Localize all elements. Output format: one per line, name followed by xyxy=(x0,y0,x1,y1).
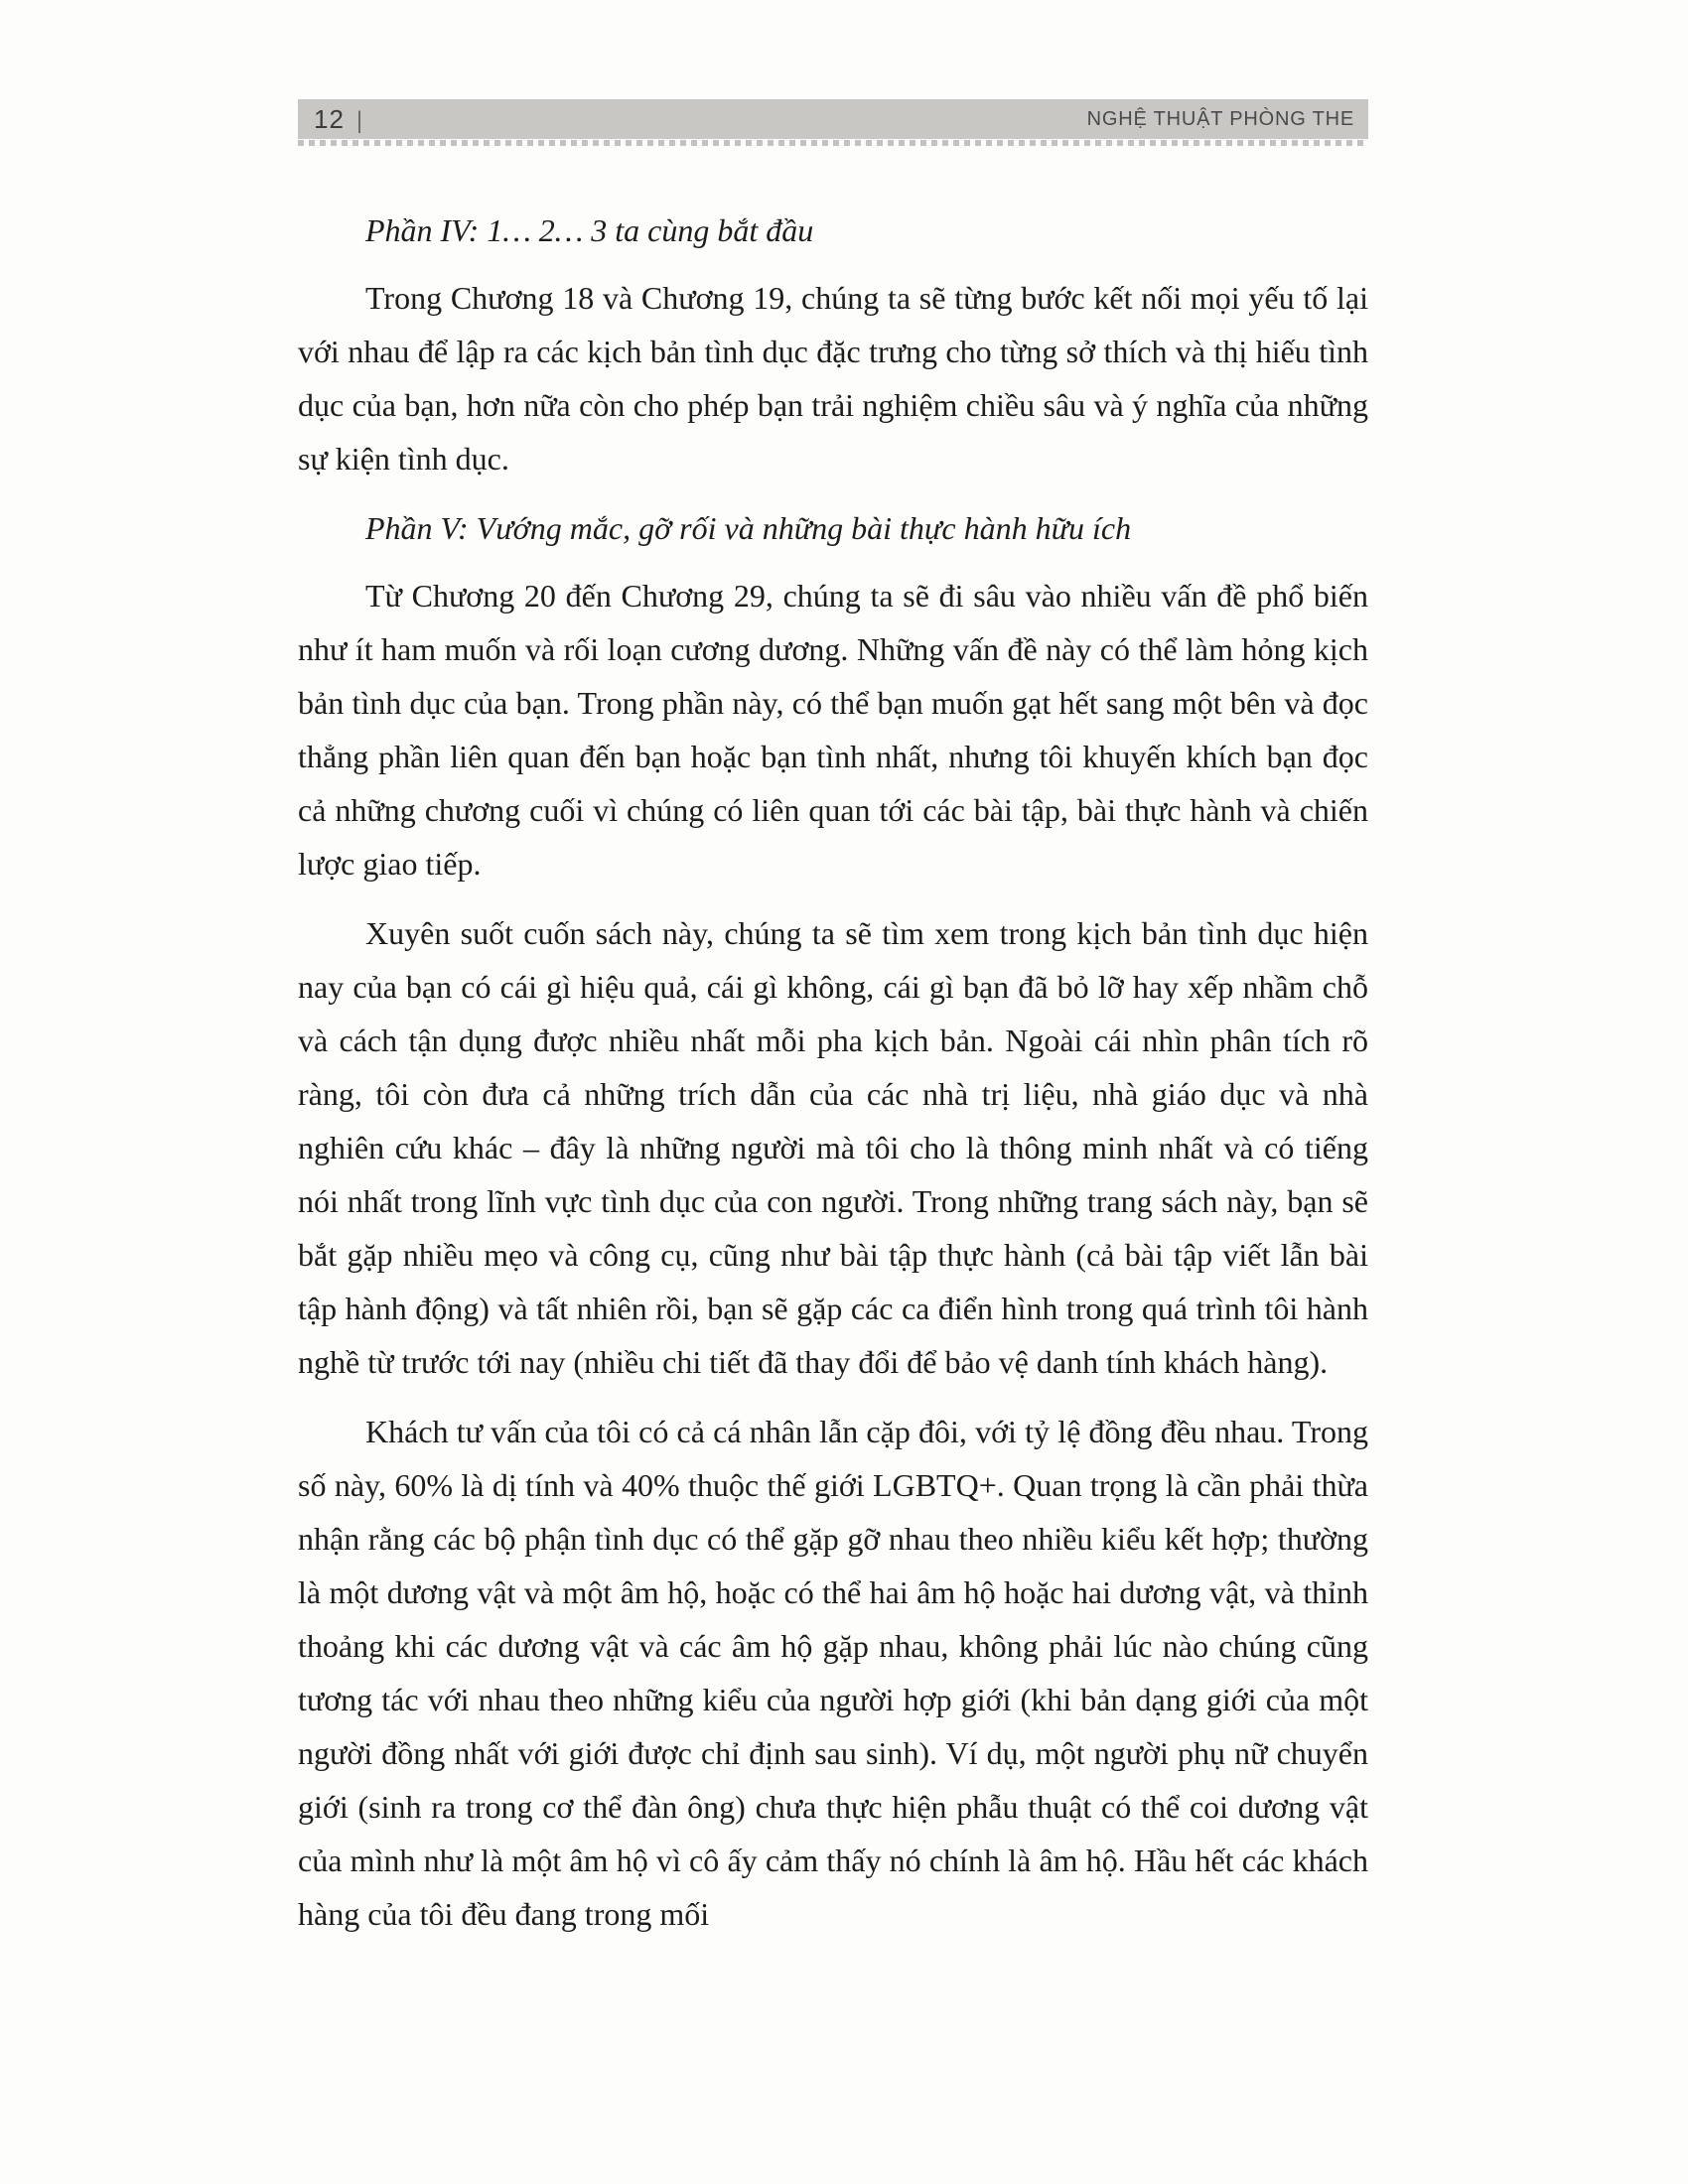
section-heading-part-v: Phần V: Vướng mắc, gỡ rối và những bài thực hành hữu ích xyxy=(365,510,1132,546)
running-title: NGHỆ THUẬT PHÒNG THE xyxy=(1086,107,1354,130)
paragraph-part-iv-intro: Trong Chương 18 và Chương 19, chúng ta sẽ từng bước kết nối mọi yếu tố lại với nhau để lập ra các kịch bản tình dục đặc trưng cho từng sở thích và thị hiếu tình dục của bạn, hơn nữa còn cho phép bạn trải nghiệm chiều sâu và ý nghĩa của những sự kiện tình dục. xyxy=(298,280,1368,477)
paragraph-book-overview: Xuyên suốt cuốn sách này, chúng ta sẽ tìm xem trong kịch bản tình dục hiện nay của bạn có cái gì hiệu quả, cái gì không, cái gì bạn đã bỏ lỡ hay xếp nhầm chỗ và cách tận dụng được nhiều nhất mỗi pha kịch bản. Ngoài cái nhìn phân tích rõ ràng, tôi còn đưa cả những trích dẫn của các nhà trị liệu, nhà giáo dục và nhà nghiên cứu khác – đây là những người mà tôi cho là thông minh nhất và có tiếng nói nhất trong lĩnh vực tình dục của con người. Trong những trang sách này, bạn sẽ bắt gặp nhiều mẹo và công cụ, cũng như bài tập thực hành (cả bài tập viết lẫn bài tập hành động) và tất nhiên rồi, bạn sẽ gặp các ca điển hình trong quá trình tôi hành nghề từ trước tới nay (nhiều chi tiết đã thay đổi để bảo vệ danh tính khách hàng). xyxy=(298,915,1368,1380)
header-divider: | xyxy=(355,106,363,134)
page-number-group xyxy=(314,104,362,135)
paragraph-clients: Khách tư vấn của tôi có cả cá nhân lẫn cặp đôi, với tỷ lệ đồng đều nhau. Trong số này, 60% là dị tính và 40% thuộc thế giới LGBTQ+. Quan trọng là cần phải thừa nhận rằng các bộ phận tình dục có thể gặp gỡ nhau theo nhiều kiểu kết hợp; thường là một dương vật và một âm hộ, hoặc có thể hai âm hộ hoặc hai dương vật, và thỉnh thoảng khi các dương vật và các âm hộ gặp nhau, không phải lúc nào chúng cũng tương tác với nhau theo những kiểu của người hợp giới (khi bản dạng giới của một người đồng nhất với giới được chỉ định sau sinh). Ví dụ, một người phụ nữ chuyển giới (sinh ra trong cơ thể đàn ông) chưa thực hiện phẫu thuật có thể coi dương vật của mình như là một âm hộ vì cô ấy cảm thấy nó chính là âm hộ. Hầu hết các khách hàng của tôi đều đang trong mối xyxy=(298,1414,1368,1932)
text-column xyxy=(298,99,1368,1957)
page-number: 12 xyxy=(314,103,345,134)
paragraph-part-v-intro: Từ Chương 20 đến Chương 29, chúng ta sẽ đi sâu vào nhiều vấn đề phổ biến như ít ham muốn và rối loạn cương dương. Những vấn đề này có thể làm hỏng kịch bản tình dục của bạn. Trong phần này, có thể bạn muốn gạt hết sang một bên và đọc thẳng phần liên quan đến bạn hoặc bạn tình nhất, nhưng tôi khuyến khích bạn đọc cả những chương cuối vì chúng có liên quan tới các bài tập, bài thực hành và chiến lược giao tiếp. xyxy=(298,578,1368,882)
body-text xyxy=(298,204,1368,1941)
page-header xyxy=(298,99,1368,139)
header-bar-perforated-edge xyxy=(298,140,1368,146)
section-heading-part-iv: Phần IV: 1… 2… 3 ta cùng bắt đầu xyxy=(365,212,814,248)
